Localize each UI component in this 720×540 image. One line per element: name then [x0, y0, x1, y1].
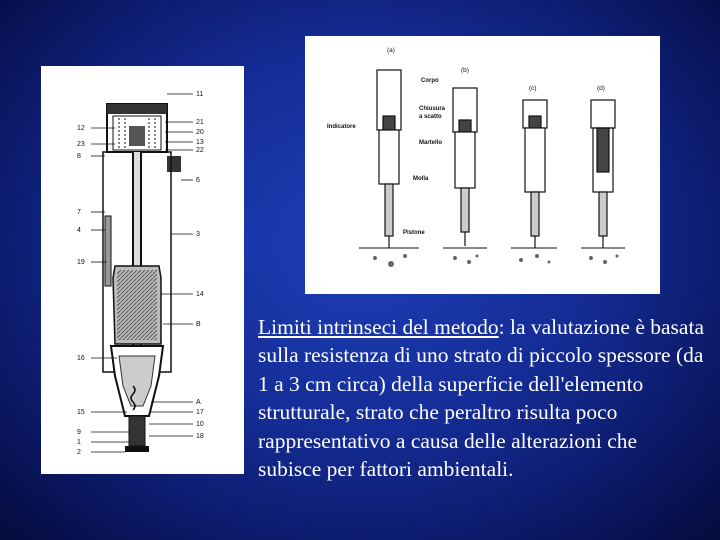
callout-label: 11 — [196, 91, 204, 98]
callout-label: 16 — [77, 355, 85, 362]
panel-label: (b) — [461, 67, 469, 74]
panel-b — [453, 88, 477, 246]
sclerometer-section-drawing — [41, 66, 244, 474]
panel-labels — [387, 47, 605, 92]
callout-label: 19 — [77, 259, 85, 266]
callout-label: 10 — [196, 421, 204, 428]
part-label-martello: Martello — [419, 140, 443, 146]
caption-heading: Limiti intrinseci del metodo — [258, 315, 499, 339]
callout-label: 20 — [196, 129, 204, 136]
callout-label: 21 — [196, 119, 204, 126]
callout-label: 7 — [77, 209, 81, 216]
ground-texture — [373, 254, 619, 267]
part-label-chiusura: Chiusura — [419, 106, 446, 112]
operating-sequence-drawing — [305, 36, 660, 294]
operating-sequence-figure — [305, 36, 660, 294]
caption-body: : la valutazione è basata sulla resistenza di uno strato di piccolo spessore (da 1 a 3 cm circa) della superficie dell'elemento strutturale, strato che peraltro risulta poco rappresentativo a causa delle alterazioni che subisce per fattori ambientali. — [258, 315, 704, 482]
callout-label: 8 — [77, 153, 81, 160]
caption-text — [258, 313, 704, 483]
callout-label: 18 — [196, 433, 204, 440]
callout-label: 4 — [77, 227, 81, 234]
callout-label: 14 — [196, 291, 204, 298]
callout-label: 22 — [196, 147, 204, 154]
part-label-molla: Molla — [413, 176, 429, 182]
callout-label: 15 — [77, 409, 85, 416]
sclerometer-section-figure — [41, 66, 244, 474]
right-callout-labels — [196, 91, 204, 440]
callout-label: 2 — [77, 449, 81, 456]
callout-label: 9 — [77, 429, 81, 436]
part-label-corpo: Corpo — [421, 78, 439, 84]
panel-d — [591, 100, 615, 248]
part-label-pistone: Pistone — [403, 230, 425, 236]
callout-label: A — [196, 399, 201, 406]
panel-label: (c) — [529, 85, 537, 92]
callout-label: 6 — [196, 177, 200, 184]
callout-label: 17 — [196, 409, 204, 416]
part-label-a-scatto: a scatto — [419, 114, 442, 120]
panel-a — [377, 70, 401, 248]
callout-label: B — [196, 321, 201, 328]
part-label-indicatore: Indicatore — [327, 124, 356, 130]
panel-label: (a) — [387, 47, 395, 54]
callout-label: 12 — [77, 125, 85, 132]
callout-label: 13 — [196, 139, 204, 146]
panel-label: (d) — [597, 85, 605, 92]
panel-c — [523, 100, 547, 248]
callout-label: 3 — [196, 231, 200, 238]
callout-label: 1 — [77, 439, 81, 446]
callout-label: 23 — [77, 141, 85, 148]
left-callout-labels — [77, 125, 85, 456]
